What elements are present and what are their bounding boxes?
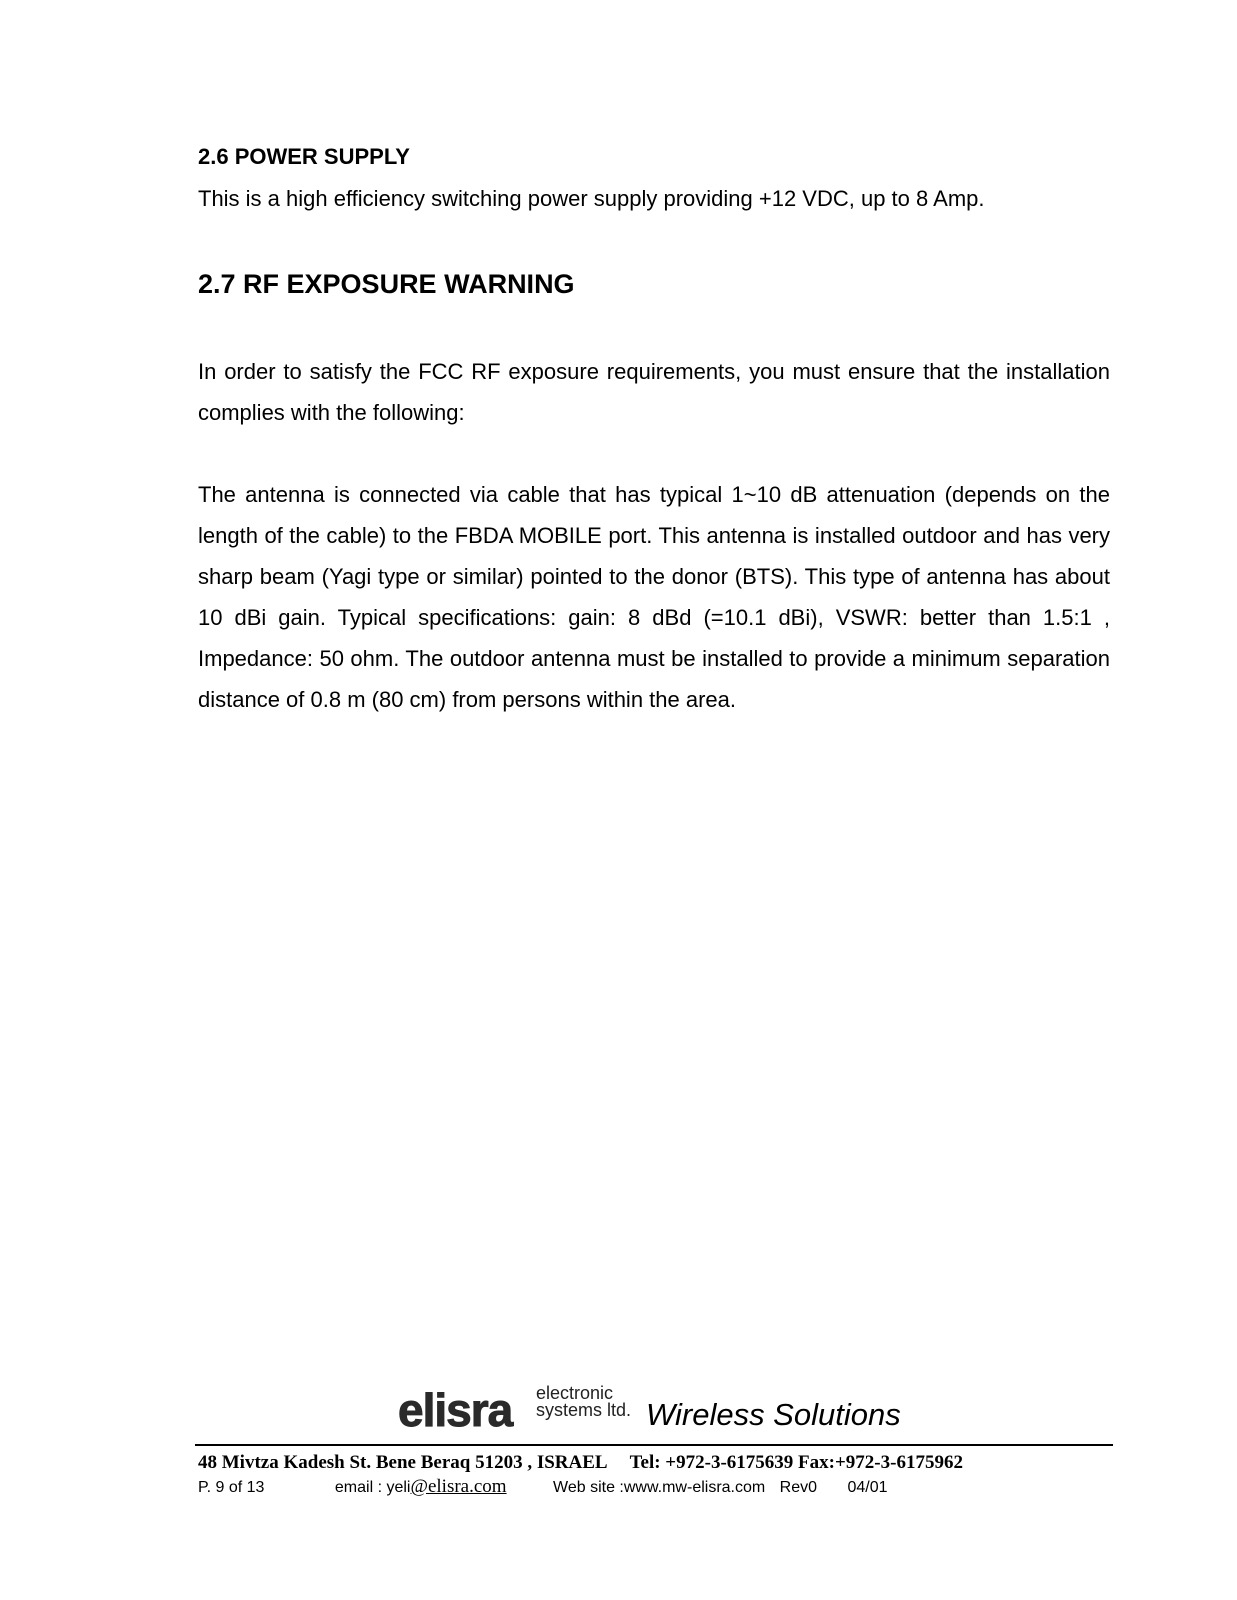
email-label: email : yeli <box>334 1479 411 1496</box>
footer-meta-line <box>198 1477 888 1498</box>
revision-date: 04/01 <box>847 1479 888 1496</box>
company-logo <box>398 1383 918 1436</box>
website-link[interactable]: Web site :www.mw-elisra.com <box>553 1479 766 1496</box>
rf-exposure-section <box>198 268 1110 300</box>
footer-address-line <box>198 1452 963 1474</box>
rf-exposure-paragraph-2: The antenna is connected via cable that has typical 1~10 dB attenuation (depends on the length of the cable) to the FBDA MOBILE port. This antenna is installed outdoor and has very sharp beam (Yagi type or similar) pointed to the donor (BTS). This type of antenna has about 10 dBi gain. Typical specifications: gain: 8 dBd (=10.1 dBi), VSWR: better than 1.5:1 , Impedance: 50 ohm. The outdoor antenna must be installed to provide a minimum separation distance of 0.8 m (80 cm) from persons within the area. <box>198 482 1110 712</box>
rf-exposure-paragraph-1: In order to satisfy the FCC RF exposure requirements, you must ensure that the installation complies with the following: <box>198 359 1110 425</box>
page-number: P. 9 of 13 <box>198 1479 265 1496</box>
logo-subtitle <box>536 1385 631 1419</box>
elisra-logo-mark: elisra <box>398 1384 513 1436</box>
email-link[interactable]: @elisra.com <box>410 1476 507 1497</box>
logo-subtitle-line-1: electronic <box>536 1383 614 1403</box>
logo-subtitle-line-2: systems ltd. <box>536 1400 632 1420</box>
company-address: 48 Mivtza Kadesh St. Bene Beraq 51203 , ISRAEL <box>198 1452 608 1473</box>
tagline: Wireless Solutions <box>646 1397 901 1432</box>
power-supply-text: This is a high efficiency switching power supply providing +12 VDC, up to 8 Amp. <box>198 186 985 211</box>
revision: Rev0 <box>779 1479 818 1496</box>
rf-exposure-body <box>198 351 1110 720</box>
rf-exposure-heading: 2.7 RF EXPOSURE WARNING <box>198 269 575 299</box>
power-supply-heading: 2.6 POWER SUPPLY <box>198 144 410 169</box>
power-supply-section <box>198 144 1110 212</box>
footer-divider <box>195 1444 1113 1446</box>
company-phone-fax: Tel: +972-3-6175639 Fax:+972-3-6175962 <box>629 1452 963 1473</box>
